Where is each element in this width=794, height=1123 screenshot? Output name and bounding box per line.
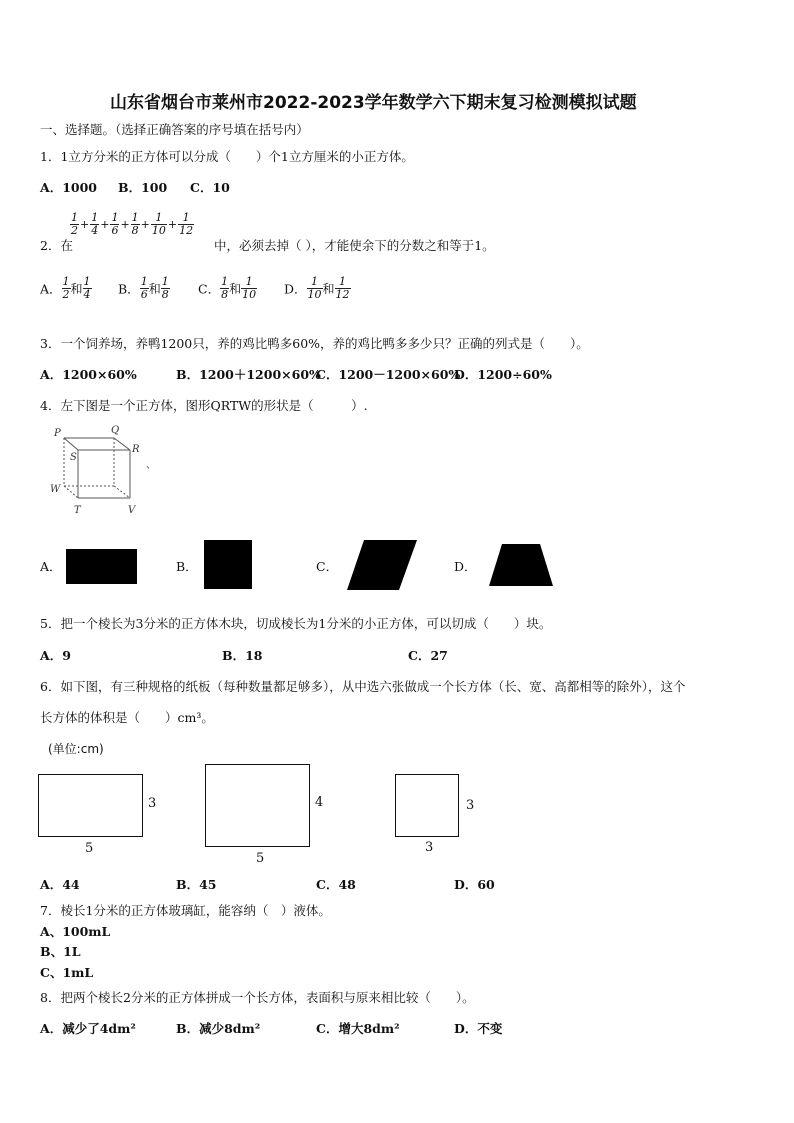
- q2-suffix: 中，必须去掉（ ），才能使余下的分数之和等于1。: [214, 238, 495, 253]
- page-title: 山东省烟台市莱州市2022-2023学年数学六下期末复习检测模拟试题: [110, 93, 637, 113]
- q2-option-c[interactable]: C． $\frac{1}{8}$ 和 $\frac{1}{10}$: [198, 275, 257, 301]
- q7-stem: 7．棱长1分米的正方体玻璃缸，能容纳（ ）液体。: [40, 903, 331, 918]
- q4-option-b[interactable]: B．: [176, 559, 198, 574]
- q5-stem: 5．把一个棱长为3分米的正方体木块，切成棱长为1分米的小正方体，可以切成（ ）块。: [40, 616, 552, 631]
- cube-figure: [48, 422, 163, 520]
- q7-option-c[interactable]: C、1mL: [40, 965, 94, 980]
- fraction: $\frac{1}{2}$: [71, 211, 78, 237]
- stray-mark: 、: [146, 460, 156, 471]
- q3-stem: 3．一个饲养场，养鸭1200只，养的鸡比鸭多60%，养的鸡比鸭多多少只？正确的列式是（ ）。: [40, 336, 589, 351]
- q8-stem: 8．把两个棱长2分米的正方体拼成一个长方体，表面积与原来相比较（ ）。: [40, 990, 475, 1005]
- vertex-label-r: R: [132, 444, 140, 455]
- cardboard-5x4: [205, 764, 310, 847]
- section-heading: 一、选择题。（选择正确答案的序号填在括号内）: [40, 122, 309, 137]
- q7-option-b[interactable]: B、1L: [40, 944, 81, 959]
- fraction: $\frac{1}{4}$: [91, 211, 99, 237]
- vertex-label-w: W: [50, 484, 61, 495]
- q8-option-d[interactable]: D．不变: [454, 1021, 503, 1036]
- q1-option-b[interactable]: B．100: [118, 180, 168, 195]
- cardboard-3x3: [395, 774, 459, 837]
- q4-option-a[interactable]: A．: [40, 559, 62, 574]
- q4-shape-trapezoid: [488, 543, 554, 587]
- q4-shape-parallelogram: [346, 539, 418, 591]
- q3-option-b[interactable]: B．1200＋1200×60%: [176, 367, 321, 382]
- vertex-label-q: Q: [111, 425, 120, 436]
- q6-option-d[interactable]: D．60: [454, 877, 495, 892]
- dimension-label: 3: [148, 796, 157, 811]
- q1-option-c[interactable]: C．10: [190, 180, 230, 195]
- fraction: $\frac{1}{10}$: [151, 211, 166, 237]
- vertex-label-v: V: [128, 505, 136, 516]
- dimension-label: 5: [85, 841, 94, 856]
- q8-option-b[interactable]: B．减少8dm²: [176, 1021, 261, 1036]
- cardboard-5x3: [38, 774, 143, 837]
- vertex-label-p: P: [54, 428, 61, 439]
- q8-option-a[interactable]: A．减少了4dm²: [40, 1021, 136, 1036]
- fraction: $\frac{1}{6}$: [111, 211, 119, 237]
- fraction: $\frac{1}{12}$: [179, 211, 194, 237]
- q5-option-b[interactable]: B．18: [222, 648, 263, 663]
- q2-option-d[interactable]: D． $\frac{1}{10}$ 和 $\frac{1}{12}$: [284, 275, 350, 301]
- dimension-label: 3: [466, 798, 475, 813]
- q6-option-a[interactable]: A．44: [40, 877, 80, 892]
- q4-shape-square: [204, 540, 252, 589]
- vertex-label-t: T: [74, 505, 81, 516]
- q6-stem-line2: 长方体的体积是（ ）cm³。: [40, 710, 214, 725]
- q4-shape-rectangle: [66, 549, 137, 584]
- q6-option-b[interactable]: B．45: [176, 877, 217, 892]
- q2-prefix: 2．在: [40, 238, 73, 253]
- q1-stem: 1．1立方分米的正方体可以分成（ ）个1立方厘米的小正方体。: [40, 149, 414, 164]
- q4-stem: 4．左下图是一个正方体，图形QRTW的形状是（ ）.: [40, 398, 368, 413]
- q5-option-a[interactable]: A．9: [40, 648, 71, 663]
- vertex-label-s: S: [70, 452, 77, 463]
- q7-option-a[interactable]: A、100mL: [40, 924, 111, 939]
- q3-option-c[interactable]: C．1200－1200×60%: [316, 367, 461, 382]
- q1-option-a[interactable]: A．1000: [40, 180, 97, 195]
- q8-option-c[interactable]: C．增大8dm²: [316, 1021, 400, 1036]
- dimension-label: 5: [256, 851, 265, 866]
- q6-stem-line1: 6．如下图，有三种规格的纸板（每种数量都足够多），从中选六张做成一个长方体（长、宽、高都相等的除外），这个: [40, 679, 686, 694]
- q4-option-c[interactable]: C．: [316, 559, 339, 574]
- q3-option-d[interactable]: D．1200÷60%: [454, 367, 552, 382]
- q4-option-d[interactable]: D．: [454, 559, 477, 574]
- q2-option-a[interactable]: A． $\frac{1}{2}$ 和 $\frac{1}{4}$: [40, 275, 91, 301]
- q2-option-b[interactable]: B． $\frac{1}{6}$ 和 $\frac{1}{8}$: [118, 275, 169, 301]
- q3-option-a[interactable]: A．1200×60%: [40, 367, 137, 382]
- q6-option-c[interactable]: C．48: [316, 877, 356, 892]
- unit-label: (单位:cm): [48, 742, 104, 756]
- q2-fraction-sum: $\frac{1}{2}$ + $\frac{1}{4}$ + $\frac{1}{6}$ + $\frac{1}{8}$ + $\frac{1}{10}$ + $\frac{1}{12}$: [71, 211, 194, 237]
- fraction: $\frac{1}{8}$: [131, 211, 139, 237]
- dimension-label: 4: [315, 795, 324, 810]
- dimension-label: 3: [425, 840, 434, 855]
- q5-option-c[interactable]: C．27: [408, 648, 448, 663]
